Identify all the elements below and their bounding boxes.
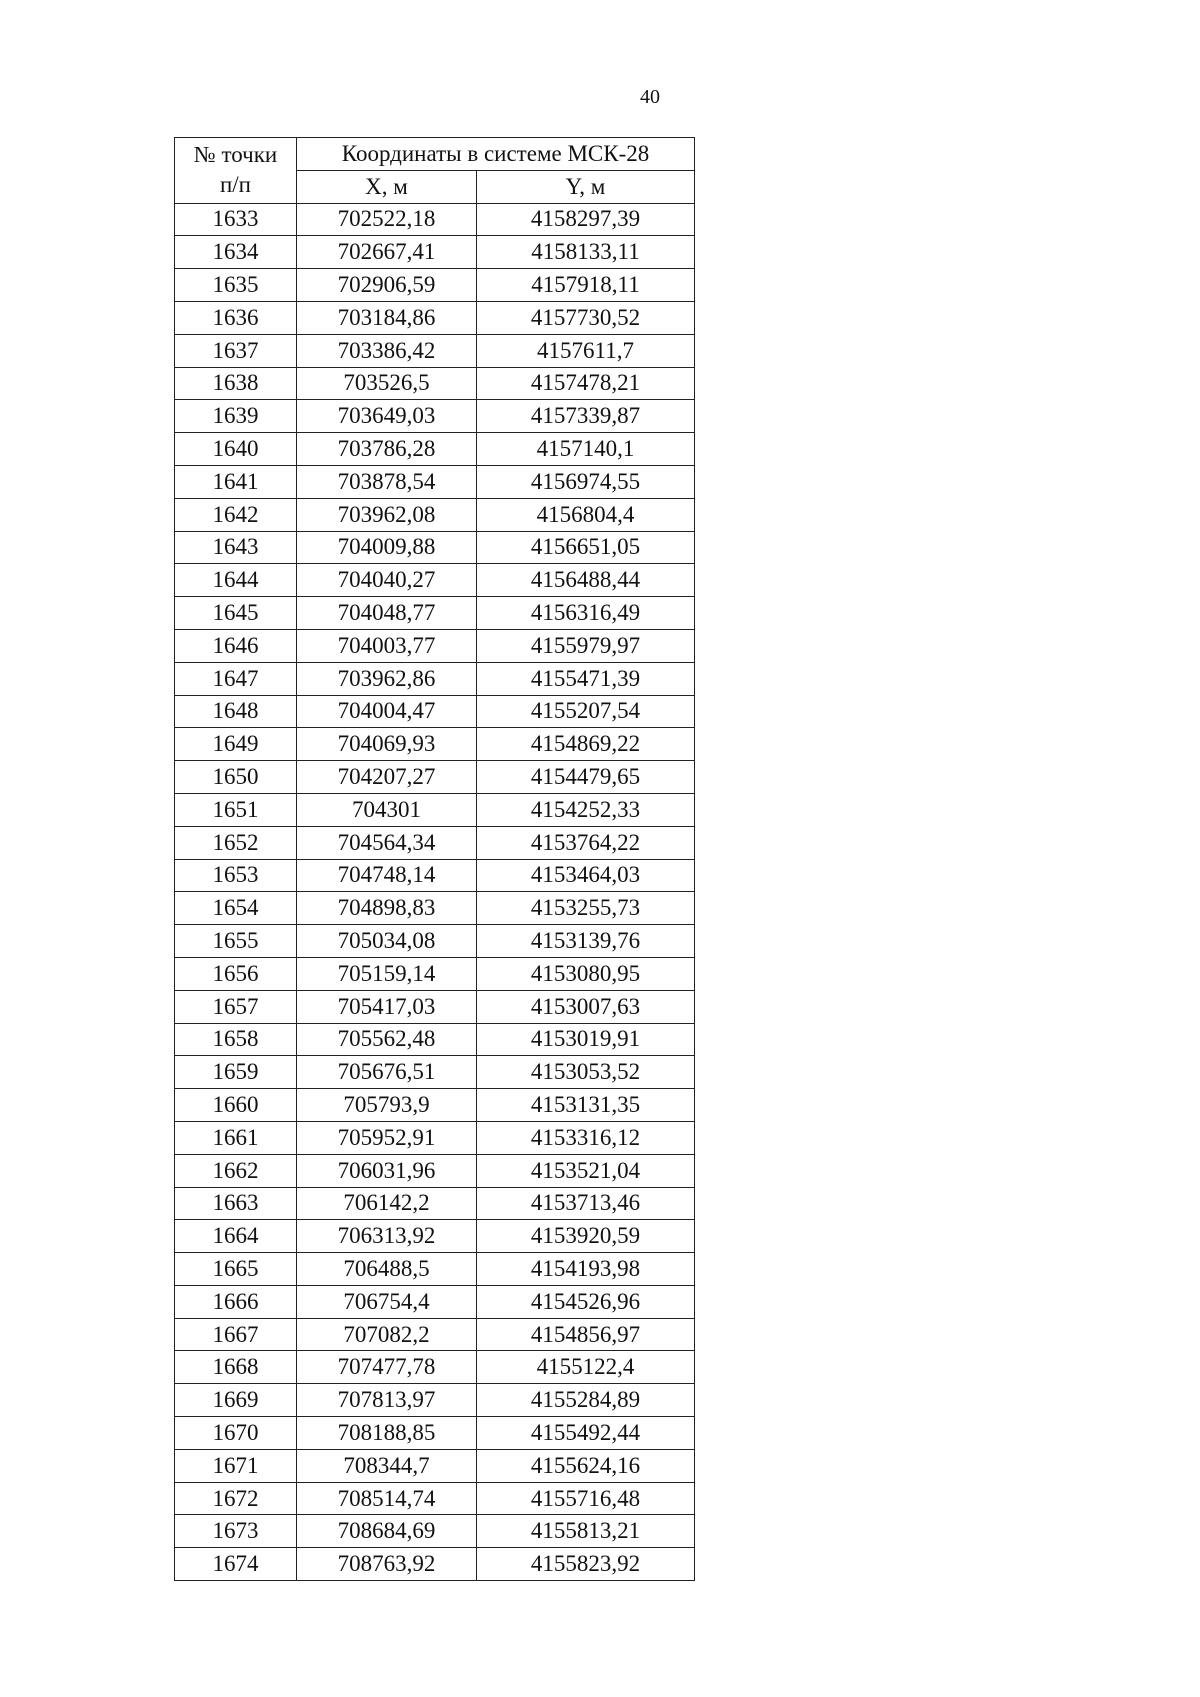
point-number-cell: 1633 — [175, 203, 297, 236]
x-coordinate-cell: 708344,7 — [297, 1449, 477, 1482]
point-number-cell: 1643 — [175, 531, 297, 564]
table-row — [175, 1482, 695, 1515]
y-coordinate-cell: 4156316,49 — [477, 597, 695, 630]
x-coordinate-cell: 705793,9 — [297, 1089, 477, 1122]
point-number-cell: 1668 — [175, 1351, 297, 1384]
x-coordinate-cell: 704207,27 — [297, 761, 477, 794]
x-coordinate-cell: 708684,69 — [297, 1515, 477, 1548]
y-coordinate-cell: 4157918,11 — [477, 269, 695, 302]
table-row — [175, 269, 695, 302]
table-row — [175, 662, 695, 695]
y-coordinate-cell: 4153007,63 — [477, 990, 695, 1023]
point-number-cell: 1656 — [175, 957, 297, 990]
x-coordinate-cell: 704048,77 — [297, 597, 477, 630]
table-row — [175, 203, 695, 236]
x-coordinate-cell: 703878,54 — [297, 465, 477, 498]
y-coordinate-cell: 4155716,48 — [477, 1482, 695, 1515]
table-row — [175, 925, 695, 958]
x-coordinate-cell: 706488,5 — [297, 1253, 477, 1286]
table-row — [175, 1285, 695, 1318]
point-number-cell: 1655 — [175, 925, 297, 958]
y-coordinate-cell: 4154869,22 — [477, 728, 695, 761]
x-coordinate-cell: 707082,2 — [297, 1318, 477, 1351]
table-row — [175, 990, 695, 1023]
table-row — [175, 1154, 695, 1187]
point-number-cell: 1665 — [175, 1253, 297, 1286]
y-coordinate-cell: 4153316,12 — [477, 1121, 695, 1154]
point-number-cell: 1671 — [175, 1449, 297, 1482]
x-coordinate-cell: 703184,86 — [297, 301, 477, 334]
x-coordinate-cell: 703386,42 — [297, 334, 477, 367]
table-row — [175, 1449, 695, 1482]
table-row — [175, 1056, 695, 1089]
x-coordinate-cell: 704898,83 — [297, 892, 477, 925]
point-number-cell: 1639 — [175, 400, 297, 433]
x-coordinate-cell: 703649,03 — [297, 400, 477, 433]
table-header — [175, 138, 695, 204]
point-number-cell: 1674 — [175, 1548, 297, 1581]
y-coordinate-cell: 4155813,21 — [477, 1515, 695, 1548]
coordinates-table — [174, 137, 695, 1581]
point-number-cell: 1670 — [175, 1417, 297, 1450]
point-number-cell: 1659 — [175, 1056, 297, 1089]
point-number-cell: 1646 — [175, 629, 297, 662]
y-coordinate-cell: 4153019,91 — [477, 1023, 695, 1056]
point-number-cell: 1637 — [175, 334, 297, 367]
y-coordinate-cell: 4157611,7 — [477, 334, 695, 367]
x-coordinate-cell: 705034,08 — [297, 925, 477, 958]
point-number-cell: 1653 — [175, 859, 297, 892]
point-number-cell: 1638 — [175, 367, 297, 400]
point-number-cell: 1662 — [175, 1154, 297, 1187]
table-row — [175, 1318, 695, 1351]
x-coordinate-cell: 706313,92 — [297, 1220, 477, 1253]
point-number-header-line2: п/п — [219, 172, 251, 198]
y-coordinate-cell: 4158297,39 — [477, 203, 695, 236]
point-number-cell: 1651 — [175, 793, 297, 826]
x-coordinate-cell: 703526,5 — [297, 367, 477, 400]
y-column-header: Y, м — [477, 170, 695, 203]
y-coordinate-cell: 4157140,1 — [477, 433, 695, 466]
point-number-cell: 1641 — [175, 465, 297, 498]
table-row — [175, 1089, 695, 1122]
y-coordinate-cell: 4156974,55 — [477, 465, 695, 498]
table-row — [175, 367, 695, 400]
y-coordinate-cell: 4155624,16 — [477, 1449, 695, 1482]
point-number-cell: 1667 — [175, 1318, 297, 1351]
table-row — [175, 465, 695, 498]
table-row — [175, 826, 695, 859]
y-coordinate-cell: 4153764,22 — [477, 826, 695, 859]
table-row — [175, 629, 695, 662]
table-body — [175, 203, 695, 1580]
y-coordinate-cell: 4155207,54 — [477, 695, 695, 728]
table-row — [175, 1220, 695, 1253]
point-number-cell: 1634 — [175, 236, 297, 269]
table-row — [175, 433, 695, 466]
point-number-cell: 1635 — [175, 269, 297, 302]
y-coordinate-cell: 4153131,35 — [477, 1089, 695, 1122]
y-coordinate-cell: 4153080,95 — [477, 957, 695, 990]
table-row — [175, 334, 695, 367]
y-coordinate-cell: 4153713,46 — [477, 1187, 695, 1220]
y-coordinate-cell: 4153053,52 — [477, 1056, 695, 1089]
table-row — [175, 236, 695, 269]
point-number-cell: 1650 — [175, 761, 297, 794]
x-coordinate-cell: 705159,14 — [297, 957, 477, 990]
y-coordinate-cell: 4156488,44 — [477, 564, 695, 597]
x-coordinate-cell: 704301 — [297, 793, 477, 826]
x-coordinate-cell: 707477,78 — [297, 1351, 477, 1384]
x-coordinate-cell: 705676,51 — [297, 1056, 477, 1089]
table-row — [175, 597, 695, 630]
point-number-cell: 1663 — [175, 1187, 297, 1220]
y-coordinate-cell: 4157478,21 — [477, 367, 695, 400]
point-number-cell: 1649 — [175, 728, 297, 761]
point-number-cell: 1652 — [175, 826, 297, 859]
table-row — [175, 1187, 695, 1220]
y-coordinate-cell: 4156651,05 — [477, 531, 695, 564]
y-coordinate-cell: 4157339,87 — [477, 400, 695, 433]
table-row — [175, 695, 695, 728]
point-number-cell: 1657 — [175, 990, 297, 1023]
x-coordinate-cell: 707813,97 — [297, 1384, 477, 1417]
point-number-cell: 1661 — [175, 1121, 297, 1154]
x-coordinate-cell: 702667,41 — [297, 236, 477, 269]
x-coordinate-cell: 708514,74 — [297, 1482, 477, 1515]
point-number-header-line1: № точки — [193, 142, 278, 168]
x-coordinate-cell: 703962,86 — [297, 662, 477, 695]
table-row — [175, 1417, 695, 1450]
x-coordinate-cell: 702906,59 — [297, 269, 477, 302]
point-number-cell: 1640 — [175, 433, 297, 466]
point-number-cell: 1645 — [175, 597, 297, 630]
y-coordinate-cell: 4153464,03 — [477, 859, 695, 892]
point-number-cell: 1636 — [175, 301, 297, 334]
x-coordinate-cell: 703786,28 — [297, 433, 477, 466]
y-coordinate-cell: 4155979,97 — [477, 629, 695, 662]
header-row — [175, 138, 695, 171]
x-coordinate-cell: 704748,14 — [297, 859, 477, 892]
point-number-cell: 1672 — [175, 1482, 297, 1515]
point-number-cell: 1658 — [175, 1023, 297, 1056]
x-coordinate-cell: 704009,88 — [297, 531, 477, 564]
table-row — [175, 728, 695, 761]
table-row — [175, 892, 695, 925]
x-coordinate-cell: 706754,4 — [297, 1285, 477, 1318]
y-coordinate-cell: 4153920,59 — [477, 1220, 695, 1253]
table-row — [175, 1515, 695, 1548]
table-row — [175, 1548, 695, 1581]
table-row — [175, 1023, 695, 1056]
table-row — [175, 301, 695, 334]
table-row — [175, 1121, 695, 1154]
x-coordinate-cell: 705562,48 — [297, 1023, 477, 1056]
y-coordinate-cell: 4153139,76 — [477, 925, 695, 958]
y-coordinate-cell: 4153521,04 — [477, 1154, 695, 1187]
table-row — [175, 761, 695, 794]
table-row — [175, 531, 695, 564]
x-coordinate-cell: 705952,91 — [297, 1121, 477, 1154]
y-coordinate-cell: 4157730,52 — [477, 301, 695, 334]
point-number-cell: 1660 — [175, 1089, 297, 1122]
point-number-cell: 1644 — [175, 564, 297, 597]
x-coordinate-cell: 703962,08 — [297, 498, 477, 531]
page-number: 40 — [640, 86, 660, 108]
x-coordinate-cell: 704564,34 — [297, 826, 477, 859]
table-row — [175, 1253, 695, 1286]
table-row — [175, 793, 695, 826]
x-coordinate-cell: 706142,2 — [297, 1187, 477, 1220]
x-column-header: X, м — [297, 170, 477, 203]
table-row — [175, 400, 695, 433]
y-coordinate-cell: 4155471,39 — [477, 662, 695, 695]
x-coordinate-cell: 705417,03 — [297, 990, 477, 1023]
table-row — [175, 564, 695, 597]
point-number-cell: 1648 — [175, 695, 297, 728]
table-row — [175, 1384, 695, 1417]
x-coordinate-cell: 704069,93 — [297, 728, 477, 761]
y-coordinate-cell: 4155823,92 — [477, 1548, 695, 1581]
y-coordinate-cell: 4154479,65 — [477, 761, 695, 794]
y-coordinate-cell: 4158133,11 — [477, 236, 695, 269]
coordinate-system-header: Координаты в системе МСК-28 — [297, 138, 695, 171]
y-coordinate-cell: 4155122,4 — [477, 1351, 695, 1384]
point-number-cell: 1664 — [175, 1220, 297, 1253]
point-number-cell: 1647 — [175, 662, 297, 695]
y-coordinate-cell: 4154193,98 — [477, 1253, 695, 1286]
y-coordinate-cell: 4154856,97 — [477, 1318, 695, 1351]
table-row — [175, 859, 695, 892]
table-row — [175, 1351, 695, 1384]
x-coordinate-cell: 708763,92 — [297, 1548, 477, 1581]
x-coordinate-cell: 706031,96 — [297, 1154, 477, 1187]
y-coordinate-cell: 4153255,73 — [477, 892, 695, 925]
y-coordinate-cell: 4154252,33 — [477, 793, 695, 826]
point-number-cell: 1669 — [175, 1384, 297, 1417]
point-number-header — [175, 138, 297, 204]
y-coordinate-cell: 4156804,4 — [477, 498, 695, 531]
x-coordinate-cell: 708188,85 — [297, 1417, 477, 1450]
table-row — [175, 957, 695, 990]
point-number-cell: 1673 — [175, 1515, 297, 1548]
x-coordinate-cell: 702522,18 — [297, 203, 477, 236]
x-coordinate-cell: 704040,27 — [297, 564, 477, 597]
point-number-cell: 1666 — [175, 1285, 297, 1318]
point-number-cell: 1654 — [175, 892, 297, 925]
point-number-cell: 1642 — [175, 498, 297, 531]
y-coordinate-cell: 4155284,89 — [477, 1384, 695, 1417]
x-coordinate-cell: 704003,77 — [297, 629, 477, 662]
table-row — [175, 498, 695, 531]
x-coordinate-cell: 704004,47 — [297, 695, 477, 728]
y-coordinate-cell: 4154526,96 — [477, 1285, 695, 1318]
y-coordinate-cell: 4155492,44 — [477, 1417, 695, 1450]
